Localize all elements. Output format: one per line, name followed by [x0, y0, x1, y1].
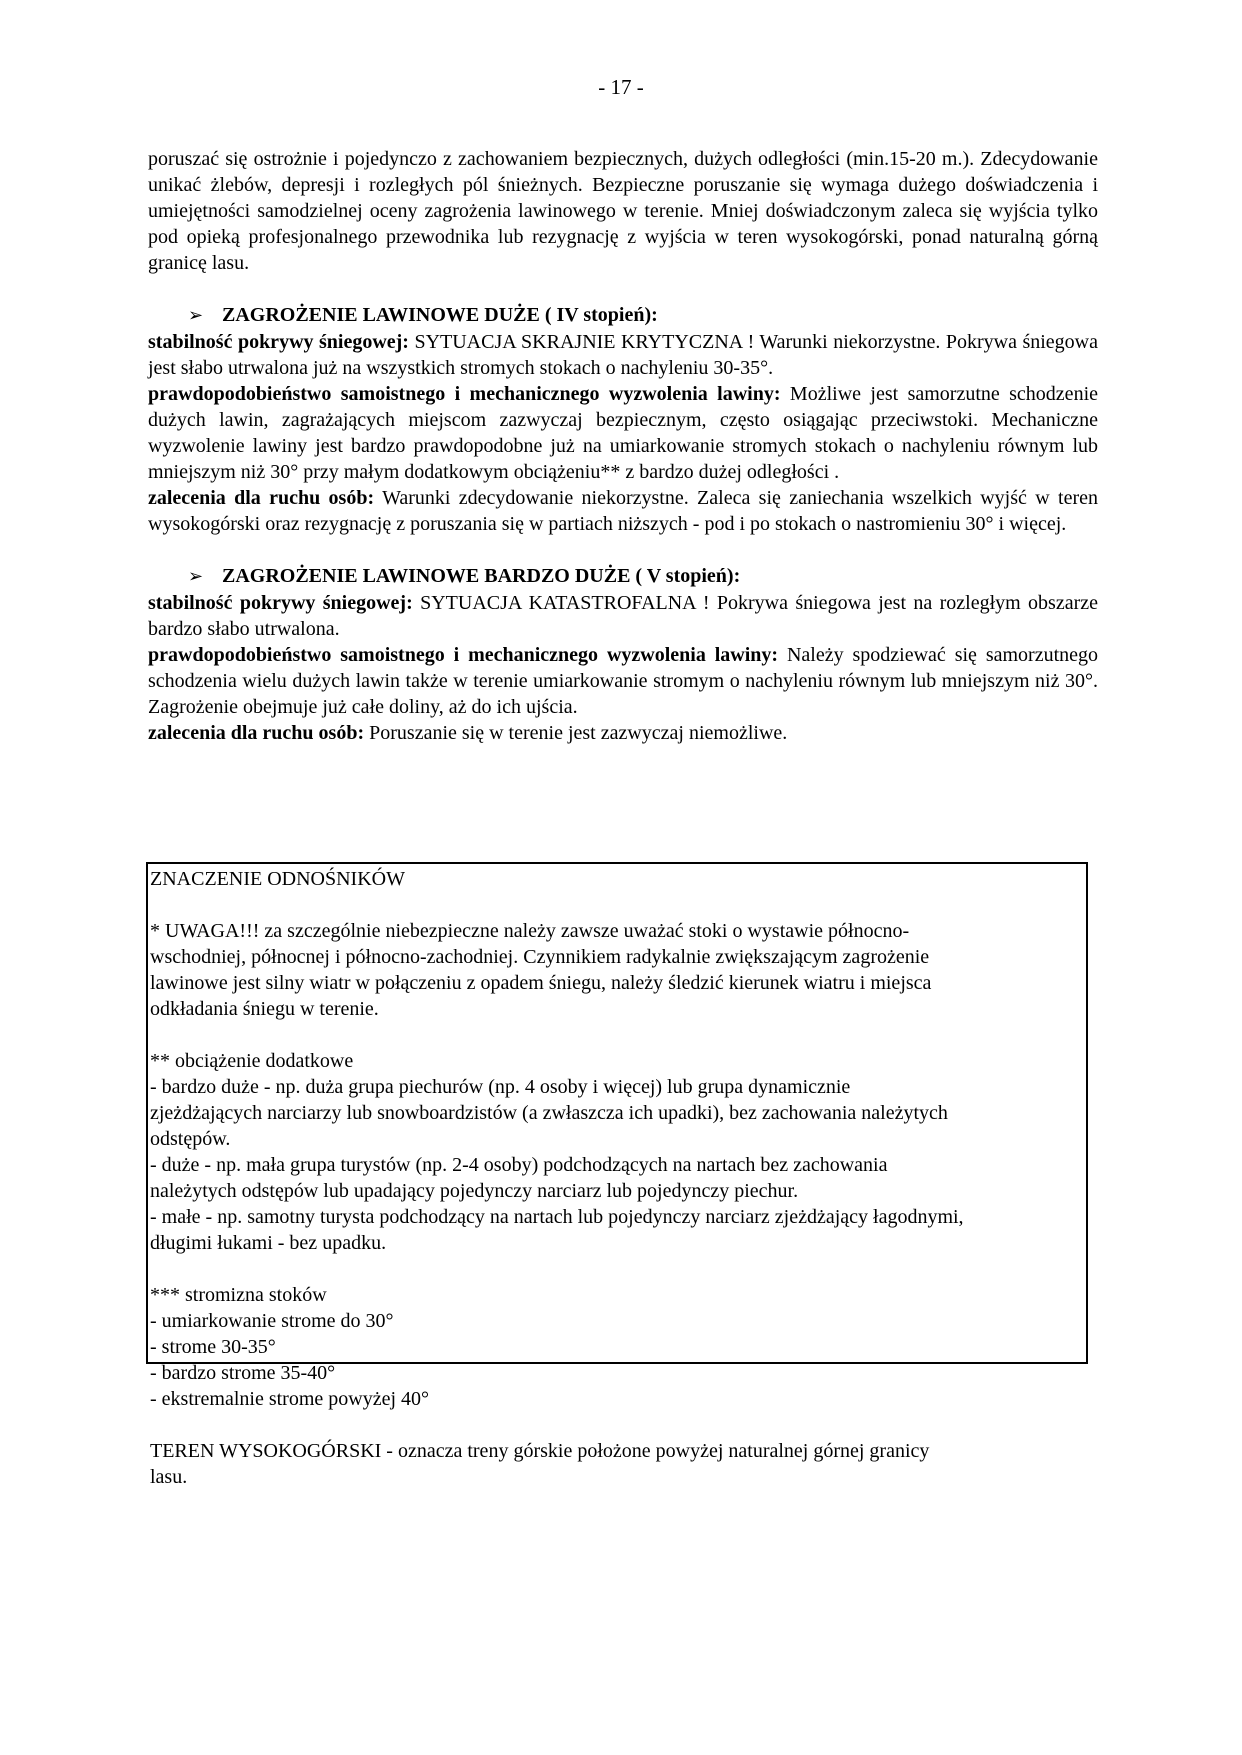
- level-5-recommendations-label: zalecenia dla ruchu osób:: [148, 722, 365, 744]
- load-note-line: - bardzo duże - np. duża grupa piechurów (np. 4 osoby i więcej) lub grupa dynamicznie: [150, 1076, 851, 1098]
- warning-note-line: lawinowe jest silny wiatr w połączeniu z opadem śniegu, należy śledzić kierunek wiatru i miejsca: [150, 972, 932, 994]
- level-5-recommendations-text: Poruszanie się w terenie jest zazwyczaj niemożliwe.: [364, 722, 788, 744]
- level-4-stability-text: SYTUACJA SKRAJNIE KRYTYCZNA ! Warunki niekorzystne. Pokrywa śniegowa jest słabo utrwalona już na wszystkich stromych stokach o nachyleniu 30-35°.: [148, 331, 1098, 379]
- danger-level-5-section: [148, 563, 1098, 746]
- danger-level-4-heading: [148, 302, 1098, 329]
- level-4-stability-label: stabilność pokrywy śniegowej:: [148, 331, 409, 353]
- warning-note-line: * UWAGA!!! za szczególnie niebezpieczne należy zawsze uważać stoki o wystawie północno-: [150, 920, 910, 942]
- danger-level-5-heading: [148, 563, 1098, 590]
- document-body: [148, 146, 1098, 746]
- load-note-line: - małe - np. samotny turysta podchodzący na nartach lub pojedynczy narciarz zjeżdżający łagodnymi,: [150, 1206, 964, 1228]
- load-note-line: należytych odstępów lub upadający pojedynczy narciarz lub pojedynczy piechur.: [150, 1180, 799, 1202]
- danger-level-4-heading-text: ZAGROŻENIE LAWINOWE DUŻE ( IV stopień):: [222, 304, 658, 326]
- spacer: [150, 1412, 1082, 1438]
- level-4-probability: [148, 381, 1098, 485]
- level-4-probability-text: Możliwe jest samorzutne schodzenie dużych lawin, zagrażających miejscom zazwyczaj bezpiecznym, często osiągając przeciwstoki. Mechaniczne wyzwolenie lawiny jest bardzo prawdopodobne już na umiarkowanie stromych stokach o nachyleniu równym lub mniejszym niż 30° przy małym dodatkowym obciążeniu** z bardzo dużej odległości .: [148, 383, 1098, 483]
- level-5-stability: [148, 590, 1098, 642]
- warning-note-line: odkładania śniegu w terenie.: [150, 998, 379, 1020]
- load-note-line: zjeżdżających narciarzy lub snowboardzistów (a zwłaszcza ich upadki), bez zachowania należytych: [150, 1102, 948, 1124]
- level-5-stability-label: stabilność pokrywy śniegowej:: [148, 592, 413, 614]
- level-4-recommendations: [148, 485, 1098, 537]
- footnotes-title: ZNACZENIE ODNOŚNIKÓW: [150, 868, 405, 890]
- load-note-line: ** obciążenie dodatkowe: [150, 1050, 354, 1072]
- level-4-probability-label: prawdopodobieństwo samoistnego i mechanicznego wyzwolenia lawiny:: [148, 383, 781, 405]
- load-note-line: długimi łukami - bez upadku.: [150, 1232, 387, 1254]
- load-note-line: odstępów.: [150, 1128, 231, 1150]
- level-5-probability: [148, 642, 1098, 720]
- level-4-stability: [148, 329, 1098, 381]
- arrow-bullet-icon: ➢: [188, 566, 204, 587]
- spacer: [150, 1256, 1082, 1282]
- spacer: [150, 1022, 1082, 1048]
- terrain-note-line: TEREN WYSOKOGÓRSKI - oznacza treny górskie położone powyżej naturalnej górnej granicy: [150, 1440, 930, 1462]
- slope-note-line: - umiarkowanie strome do 30°: [150, 1310, 394, 1332]
- arrow-bullet-icon: ➢: [188, 305, 204, 326]
- slope-note-line: - bardzo strome 35-40°: [150, 1362, 336, 1384]
- slope-note-line: - strome 30-35°: [150, 1336, 276, 1358]
- load-note-line: - duże - np. mała grupa turystów (np. 2-4 osoby) podchodzących na nartach bez zachowania: [150, 1154, 888, 1176]
- spacer: [150, 892, 1082, 918]
- level-4-recommendations-label: zalecenia dla ruchu osób:: [148, 487, 375, 509]
- danger-level-5-heading-text: ZAGROŻENIE LAWINOWE BARDZO DUŻE ( V stopień):: [222, 565, 741, 587]
- slope-note-line: - ekstremalnie strome powyżej 40°: [150, 1388, 430, 1410]
- footnotes-box: [146, 862, 1088, 1488]
- terrain-note-line: lasu.: [150, 1466, 188, 1488]
- intro-paragraph: poruszać się ostrożnie i pojedynczo z zachowaniem bezpiecznych, dużych odległości (min.15-20 m.). Zdecydowanie unikać żlebów, depresji i rozległych pól śnieżnych. Bezpieczne poruszanie się wymaga dużego doświadczenia i umiejętności samodzielnej oceny zagrożenia lawinowego w terenie. Mniej doświadczonym zaleca się wyjścia tylko pod opieką profesjonalnego przewodnika lub rezygnację z wyjścia w teren wysokogórski, ponad naturalną górną granicę lasu.: [148, 148, 1098, 274]
- level-5-probability-text: Należy spodziewać się samorzutnego schodzenia wielu dużych lawin także w terenie umiarkowanie stromym o nachyleniu równym lub mniejszym niż 30°. Zagrożenie obejmuje już całe doliny, aż do ich ujścia.: [148, 644, 1099, 718]
- danger-level-4-section: [148, 302, 1098, 537]
- level-5-probability-label: prawdopodobieństwo samoistnego i mechanicznego wyzwolenia lawiny:: [148, 644, 779, 666]
- level-4-recommendations-text: Warunki zdecydowanie niekorzystne. Zaleca się zaniechania wszelkich wyjść w teren wysokogórski oraz rezygnację z poruszania się w partiach niższych - pod i po stokach o nastromieniu 30° i więcej.: [148, 487, 1098, 535]
- level-5-stability-text: SYTUACJA KATASTROFALNA ! Pokrywa śniegowa jest na rozległym obszarze bardzo słabo utrwalona.: [148, 592, 1098, 640]
- level-5-recommendations: [148, 720, 1098, 746]
- slope-note-line: *** stromizna stoków: [150, 1284, 327, 1306]
- warning-note-line: wschodniej, północnej i północno-zachodniej. Czynnikiem radykalnie zwiększającym zagrożenie: [150, 946, 930, 968]
- page-number: - 17 -: [598, 75, 644, 99]
